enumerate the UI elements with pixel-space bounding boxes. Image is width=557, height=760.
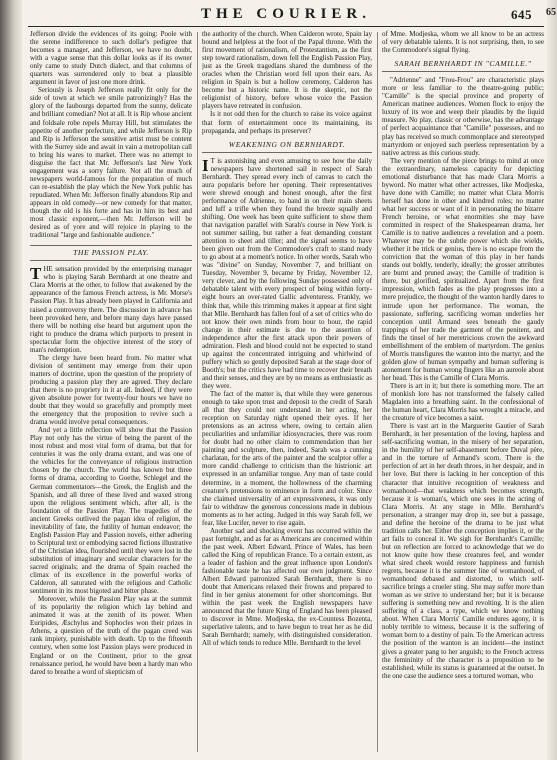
- paragraph: of Mme. Modjeska, whom we all know to be an actress of very debatable talents. It is not surprising, then, to see the Commodore's signal flying.: [382, 30, 544, 55]
- column-3: [382, 30, 544, 756]
- lead-paragraph: [30, 265, 192, 354]
- article-heading: SARAH BERNHARDT IN "CAMILLE.": [382, 60, 544, 72]
- paragraph: The clergy have been heard from. No matter what division of sentiment may emerge from their upon matters of doctrine, upon the question of the propriety of producing a passion play they are agreed. They declare that there is no propriety in it at all. Indeed, if they were given absolute power for twenty-four hours we have no doubt that they would so gracefully and promptly meet the emergency that the proposition to revive such a drama would involve penal consequences.: [30, 353, 192, 427]
- paragraph: the authority of the church. When Calderon wrote, Spain lay bound and helpless at the foot of the Papal throne. With the first movement of rationalism, of Protestantism, as the first step toward rationalism, down fell the English Passion Play, just as the Greek tragedians shared the dumbness of the oracles when the Christian word fell upon their ears. As religion in Spain is but a hollow ceremony, Calderon has become but a historic name. It is the skeptic, not the religionist of history, before whose voice the Passion players have retreated in confusion.: [202, 30, 372, 111]
- facing-page-number: 65: [546, 7, 556, 18]
- paragraph: And yet a little reflection will show that the Passion Play not only has the virtue of being the parent of the most robust and most vital form of drama, but that for centuries it was the only drama extant, and was one of the vehicles for the conveyance of religious instruction chosen by the church. The world has known but three forms of drama, according to Goethe, Schlegel and the German commentators—the Greek, the English and the Spanish, and all three of these lived and waxed strong upon the religious sentiment which, after all, is the foundation of the Passion Play. The tragedies of the ancient Greeks outlived the pagan idea of religion, the inevitability of fate, the futility of human endeavor; the English Passion Play and Passion novels, either adhering to Scriptural text or embodying sacred fictions illustrative of the Christian idea, flourished until they were lost in the substitution of imaginary and secular characters for the sacred originals; and the drama of Spain reached the climax of its excellence in the powerful works of Calderon, all saturated with the religious and Catholic sentiment in its most bigoted and bitter phase.: [30, 426, 192, 596]
- column-1: [30, 30, 192, 756]
- drop-cap: I: [202, 155, 209, 175]
- paragraph: Moreover, while the Passion Play was at the summit of its popularity the religion which lay behind and animated it was at the zenith of its power. When Euripides, Æschylus and Sophocles won their prizes in Athens, a question of the truth of the pagan creed was rank impiety, punishable with death. Up to the fifteenth century, when some lost Passion plays were produced in England or on the Continent, prior to the great renaissance period, he would have been a hardy man who dared to breathe a word of skepticism of: [30, 595, 192, 676]
- column-divider: [377, 32, 378, 752]
- paragraph: Is it not odd then for the church to raise its voice against that form of entertainment once its maintaining, its propaganda, and perhaps its preserver?: [202, 110, 372, 135]
- publication-title: THE COURIER.: [200, 6, 372, 22]
- paragraph: The very mention of the piece brings to mind at once the extraordinary, nameless capacity for depicting emotional disturbance that has made Clara Morris a byword. No matter what other actresses, like Modjeska, have done with Camille; no matter what Clara Morris herself has done in other and kindred roles; no matter what her success or want of it in personating the bizarre French heroine, or what enormities she may have committed in respect of the Shakespearean drama, her Camille is to native audiences a revelation and a poem. Whatever may be the subtle power which she wields, whether it be trick or genius, there is no escape from the conviction that the woman of this play in her hands stands out boldly, tenderly, ideally; the grosser attributes are burnt and pruned away; the Camille of tradition is there, but glorified, spiritualized. Apart from the first impression, which fades as the play progresses into a mere prejudice, the thought of the wanton hardly dares to intrude upon her performance. The woman, the passionate, suffering, sacrificing woman underlies her conception until Armand sees beneath the gaudy trappings of her trade the garment of the penitent, and finds the tinsel of her meretricious crown the awkward embellishment of the emblem of martyrdom. The genius of Morris transfigures the wanton into the martyr, and the golden glow of human sympathy and human suffering is atonement for human wrong fingers like an aureole about her head. This is the Camille of Clara Morris.: [382, 156, 544, 382]
- paragraph: Jefferson divide the evidences of its going: Poole with the serene indifference to such dollar's pedigree that becomes a manager, and Jefferson, we have no doubt, with a vague sense that this dollar looks as if its owner only came to study Dutch dialect, and that columns of quarters was surrendered only to beat a plausible argument in favor of just one more drink.: [30, 30, 192, 87]
- column-2: [202, 30, 372, 756]
- column-divider: [197, 32, 198, 752]
- article-heading: WEAKENING ON BERNHARDT.: [202, 141, 372, 153]
- paragraph: There is art in it; but there is something more. The art of monkish lore has not transformed the falsely called Magdalen into a breathing saint. In the confessional of the human heart, Clara Morris has wrought a miracle, and the creature of vice becomes a saint.: [382, 381, 544, 423]
- lead-text: T is astonishing and even amusing to see how the daily newspapers have shortened sail in respect of Sarah Bernhardt. They spread every inch of canvas to catch the aura popularis before her opening. Their representatives were shrewd enough and honest enough, after the first performance of Adrienne, to hand in on their main sheets and luff a trifle when they found the breeze squally and shifting. One week has been quite sufficient to show them that navigation parallel with Sarah's course in New York is not summer sailing, but rather a feat demanding constant attention to sheet and tiller; and the signal seems to have been given out from the Commodore's craft to stand ready to go about at a moment's notice. In other words, Sarah who was "divine" on Sunday, November 7, and brilliant on Tuesday, November 9, became by Friday, November 12, very clever, and by the following Sunday possessed only of debatable talent with every prospect of being within forty-eight hours an over-rated Gallic adventuress. Frankly, we think that, while this trimming makes it appear at first sight that Mlle. Bernhardt has fallen foul of a set of critics who do not know their own minds from hour to hour, the rapid change in their estimate is due to the assertion of independence after the first attack upon their powers of admiration. Flesh and blood could not be expected to stand up against the concentrated intriguing and whirlwind of puffery which so gently deposited Sarah at the stage door of Booth's; but the critics have had time to recover their breath and their senses, and they are by no means as enthusiastic as they were.: [202, 156, 372, 390]
- book-gutter: [0, 0, 22, 760]
- page-number: 645: [511, 7, 532, 22]
- masthead: [28, 4, 544, 27]
- paragraph: Another sad and shocking event has occurred within the past fortnight, and as far as Americans are concerned within the past week. Albert Edward, Prince of Wales, has been called the King of republican France. To a certain extent, as a leader of fashion and the great influence upon London's fashionable taste he has affected our own judgment. Since Albert Edward patronized Sarah Bernhardt, there is no doubt that Americans relaxed their frowns and prepared to find in her genius atonement for other shortcomings. But within the past week the English newspapers have announced that the future King of England has been pleased to discover in Mme. Modjeska, the ex-Countess Bozenta, superlative talents, and to have begun to treat her as he did Sarah Bernhardt; namely, with distinguished consideration. All of which tends to reduce Mlle. Bernhardt to the level: [202, 526, 372, 648]
- lead-text: HE sensation provided by the enterprising manager who is playing Sarah Bernhardt at one theatre and Clara Morris at the other, to follow that awakened by the appearance of the famous French actress, is Mr. Morse's Passion Play. It has already been played in California and raised a controversy there. The discussion in advance has been provoked here, and before many days have passed there will be nothing else heard but argument upon the right to produce the drama which purports to present in spectacular form the objective interest of the story of man's redemption.: [30, 265, 192, 354]
- lead-paragraph: [202, 157, 372, 390]
- article-heading: THE PASSION PLAY.: [30, 245, 192, 261]
- drop-cap: T: [30, 264, 42, 284]
- facing-page-edge: [547, 0, 557, 760]
- paragraph: The fact of the matter is, that while they were generous enough to take upon trust and deposit to the credit of Sarah all that they could not understand in her acting, her reception on Saturday night opened their eyes. If her pretensions as an actress where, owing to certain alien peculiarities and unfamiliar idiosyncracies, there was room for doubt had no other claim to commendation than her painting and sculpture, then, indeed, Sarah was a cunning charlatan, for the arts of the painter and the sculptor offer a more candid challenge to criticism than the histrionic art expressed in an unfamiliar tongue. Any man of taste could determine, in a moment, the hollowness of the charming creature's pretensions to eminence in form and color. Since she claimed universality of art expressiveness, it was only fair to withdraw the generous concessions made in dubious moments as to her acting. Judged in this way Sarah fell, we fear, like Lucifer, never to rise again.: [202, 390, 372, 527]
- paragraph: Seriously is Joseph Jefferson really fit only for the side of town at which we smile patronizingly? Has the glory of the faubourgs departed from the sunny, delicate and brilliant comedian? Not at all. It is Rip whose ancient and foldsale robe repels Murray Hill, but stimulates the appetite of another prefecture, and while Jefferson is Rip and Rip is Jefferson the sensitive artist must be content with the Surrey side and await in vain a metropolitan call to bring his wares to market. There was no attempt to disguise the fact that Mr. Jefferson's last New York engagement was a sorry failure. Not all the much of newspapers world-famous for the preparation of much can re-establish the play which the New York public has repudiated. When Mr. Jefferson finally abandons Rip and appears in old comedy—or new comedy for that matter, though the old is his forte and has in him its best and most classic exponent,—then Mr. Jefferson will be desired as of yore and will rejoice in playing to the traditional "large and fashionable audience.": [30, 86, 192, 240]
- paragraph: There is vast art in the Marguerite Gautier of Sarah Bernhardt, in her presentation of the loving, hapless and self-sacrificing woman, in the misery of her separation, in the humility of her self-abasement before Duval père, and in the torture of Armand's scorn. There is the perfection of art in her death throes, in her despair, and in her love. But there is lacking in her conception of this character that intuitive recognition of weakness and womanhood—that weakness which becomes strength, because it is woman's, which one sees in the acting of Clara Morris. At any stage in Mlle. Bernhardt's personation, a stranger may drop in, see but a passage, and define the heroine of the drama to be just what tradition calls her. Either the conception implies it, or the art fails to conceal it. We sigh for Bernhardt's Camille; but on reflection are forced to acknowledge that we do not know quite how these creatures feel, and wonder what sired cheek would restore happiness and furnish regrets, because it is the summer line of womanhood, of womanhood debased and distorted, to which self-sacrifice brings a crueler sting. She may suffer more than woman as we strive to understand her; but it is because suffering is something new and revolting. It is the alien suffering of a class, a type, which we know nothing about. When Clara Morris' Camille endures agony, it is nobly terrible to witness, because it is the suffering of woman born to a destiny of pain. To the American actress the position of the wanton is an incident—the instinct gives a greater pang to her anguish; to the French actress the femininity of the character is a proposition to be established, while its status is guaranteed at the outset. In the one case the audience sees a tortured woman, who: [382, 422, 544, 680]
- paragraph: "Adrienne" and "Frou-Frou" are characteristic plays more or less familiar to the theatre-going public; "Camille" is the special province and property of American matinee audiences. Women flock to enjoy the luxury of its woe and weep their plaudits by the liquid measure. No play, classic or otherwise, has the advantage of perfect acquaintance that "Camille" possesses, and no play has received so much commonplace and stereotyped martyrdom or enjoyed such peerless representation by a native actress as this curious study.: [382, 76, 544, 157]
